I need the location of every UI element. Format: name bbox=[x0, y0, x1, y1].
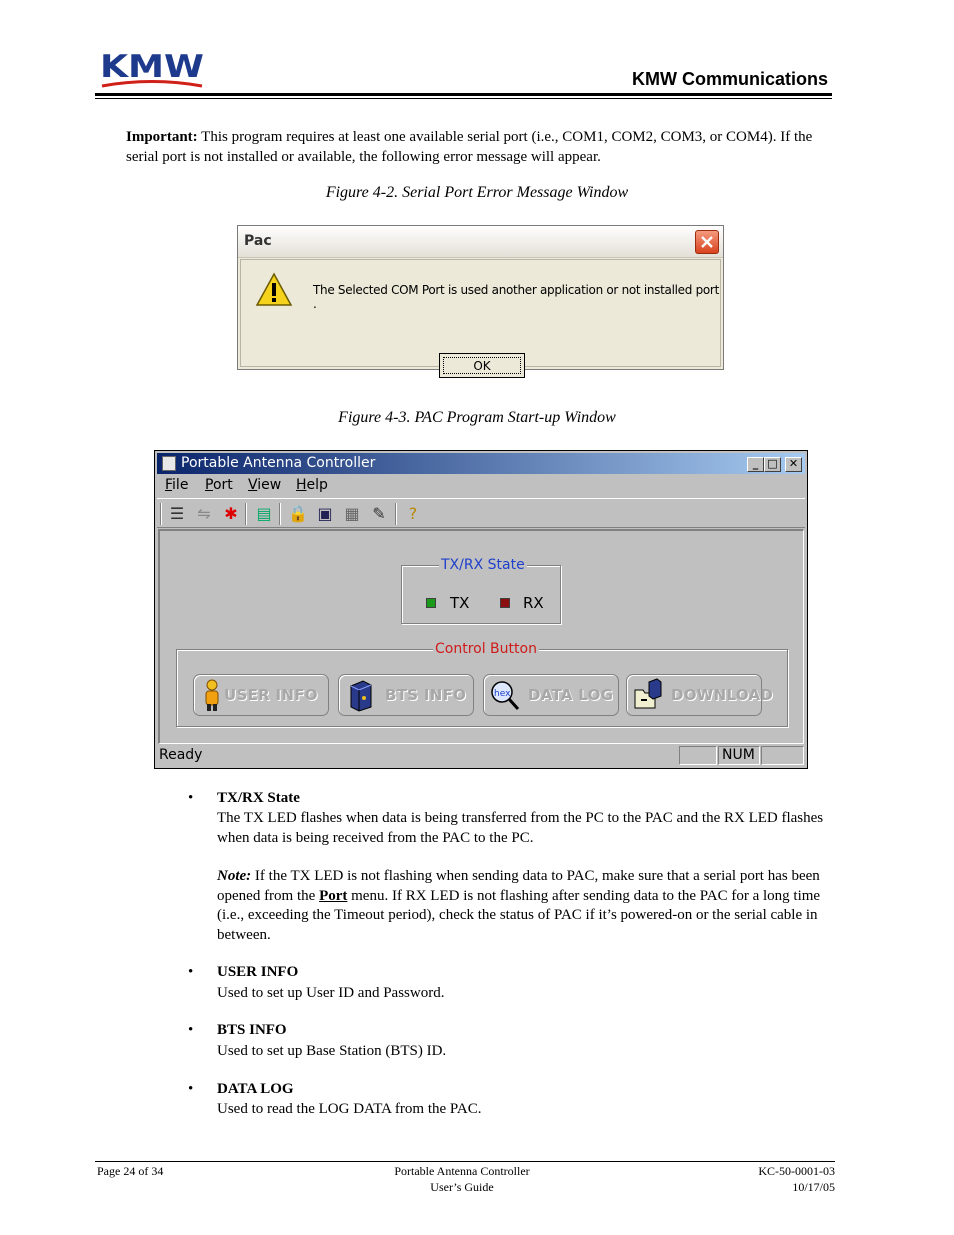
footer-title bbox=[362, 1163, 562, 1195]
txrx-group-label: TX/RX State bbox=[441, 557, 525, 573]
bullet-marker: • bbox=[188, 1022, 194, 1038]
note-paragraph bbox=[217, 867, 837, 945]
warning-icon bbox=[255, 272, 293, 308]
control-button-group bbox=[176, 641, 788, 727]
important-label: Important: bbox=[126, 129, 198, 145]
toolbar-log-icon[interactable]: ▦ bbox=[344, 504, 360, 523]
status-bar bbox=[157, 745, 805, 767]
error-dialog bbox=[237, 225, 724, 373]
footer-title-line1: Portable Antenna Controller bbox=[394, 1164, 530, 1178]
client-area bbox=[158, 529, 804, 744]
control-group-label: Control Button bbox=[435, 641, 537, 657]
figure-4-3-caption: Figure 4-3. PAC Program Start-up Window bbox=[338, 409, 616, 426]
pac-window bbox=[154, 450, 808, 769]
rx-label: RX bbox=[523, 594, 544, 612]
user-info-description: Used to set up User ID and Password. bbox=[217, 985, 445, 1001]
header-rule-thin bbox=[95, 98, 832, 99]
dialog-title: Pac bbox=[244, 233, 272, 249]
data-log-label: DATA LOG bbox=[528, 686, 614, 704]
dialog-titlebar bbox=[238, 226, 723, 258]
txrx-state-group bbox=[401, 557, 561, 624]
status-text: Ready bbox=[159, 747, 203, 763]
toolbar-separator bbox=[245, 503, 247, 525]
txrx-description: The TX LED flashes when data is being transferred from the PC to the PAC and the RX LED flashes when data is being received from the PAC to the PC. bbox=[217, 810, 824, 846]
important-paragraph bbox=[126, 127, 826, 167]
menu-help[interactable]: Help bbox=[296, 477, 328, 493]
footer-rule bbox=[95, 1161, 835, 1162]
bts-info-heading: BTS INFO bbox=[217, 1022, 287, 1038]
download-icon bbox=[633, 678, 663, 712]
txrx-heading: TX/RX State bbox=[217, 790, 300, 806]
maximize-button[interactable]: □ bbox=[764, 457, 781, 472]
window-titlebar bbox=[157, 453, 805, 474]
download-label: DOWNLOAD bbox=[671, 686, 774, 704]
toolbar-download-icon[interactable]: ✎ bbox=[372, 504, 386, 523]
bullet-marker: • bbox=[188, 964, 194, 980]
data-log-button[interactable] bbox=[483, 674, 619, 716]
tx-label: TX bbox=[450, 594, 470, 612]
important-text: This program requires at least one available serial port (i.e., COM1, COM2, COM3, or COM4). If the serial port is not installed or available, the following error message will appear. bbox=[126, 129, 813, 165]
footer-page: Page 24 of 34 bbox=[97, 1164, 164, 1178]
toolbar-disconnect-icon[interactable]: ✱ bbox=[224, 504, 238, 523]
window-title: Portable Antenna Controller bbox=[181, 455, 376, 471]
status-panel-empty bbox=[679, 746, 717, 765]
toolbar-separator bbox=[160, 503, 162, 525]
dialog-message: The Selected COM Port is used another application or not installed port . bbox=[313, 283, 719, 311]
menu-view[interactable]: View bbox=[248, 477, 282, 493]
header-rule bbox=[95, 93, 832, 96]
note-text-1: If the TX LED is not flashing when sending data to PAC, make sure that a serial port has been opened from the bbox=[217, 868, 820, 904]
user-info-label: USER INFO bbox=[224, 686, 318, 704]
status-panel-num: NUM bbox=[718, 746, 760, 765]
footer-title-line2: User’s Guide bbox=[430, 1180, 494, 1194]
footer-doc-info bbox=[758, 1163, 835, 1195]
tx-led bbox=[426, 598, 436, 608]
user-info-button[interactable] bbox=[193, 674, 329, 716]
magnifier-hex-icon bbox=[490, 678, 520, 712]
figure-4-2-caption: Figure 4-2. Serial Port Error Message Window bbox=[325, 184, 629, 201]
kmw-logo bbox=[98, 46, 206, 90]
menu-file[interactable]: File bbox=[165, 477, 189, 493]
toolbar-list-icon[interactable]: ☰ bbox=[169, 504, 185, 523]
note-label: Note: bbox=[217, 868, 252, 884]
logo-text: KMW bbox=[100, 49, 204, 85]
minimize-button[interactable]: _ bbox=[747, 457, 764, 472]
user-info-heading: USER INFO bbox=[217, 964, 299, 980]
toolbar-help-icon[interactable]: ? bbox=[408, 504, 418, 523]
toolbar-document-icon[interactable]: ▤ bbox=[256, 504, 272, 523]
note-text-2: menu. If RX LED is not flashing after sending data to the PAC for a long time (i.e., exceeding the Timeout period), check the status of PAC if it’s powered-on or the serial cable in between. bbox=[217, 887, 821, 943]
footer-doc-number: KC-50-0001-03 bbox=[758, 1164, 835, 1178]
bts-icon bbox=[345, 678, 375, 712]
bts-info-button[interactable] bbox=[338, 674, 474, 716]
company-name: KMW Communications bbox=[632, 69, 828, 89]
data-log-heading: DATA LOG bbox=[217, 1081, 294, 1097]
bts-info-label: BTS INFO bbox=[385, 686, 467, 704]
toolbar-connect-icon[interactable]: ⇋ bbox=[197, 504, 211, 523]
menu-port[interactable]: Port bbox=[205, 477, 233, 493]
app-icon bbox=[162, 456, 176, 471]
bts-info-description: Used to set up Base Station (BTS) ID. bbox=[217, 1043, 447, 1059]
status-panel-scroll bbox=[761, 746, 804, 765]
rx-led bbox=[500, 598, 510, 608]
bullet-marker: • bbox=[188, 1081, 194, 1097]
hex-icon-text: hex bbox=[494, 689, 511, 699]
footer-date: 10/17/05 bbox=[792, 1180, 835, 1194]
dialog-close-button[interactable] bbox=[695, 230, 719, 254]
menubar bbox=[157, 475, 805, 497]
toolbar-bts-icon[interactable]: ▣ bbox=[317, 504, 333, 523]
toolbar-user-icon[interactable]: 🔒 bbox=[288, 504, 308, 523]
toolbar-separator bbox=[395, 503, 397, 525]
toolbar bbox=[157, 498, 805, 528]
dialog-body bbox=[240, 259, 721, 373]
ok-button-label: OK bbox=[443, 357, 521, 374]
data-log-description: Used to read the LOG DATA from the PAC. bbox=[217, 1101, 482, 1117]
toolbar-separator bbox=[279, 503, 281, 525]
download-button[interactable] bbox=[626, 674, 774, 716]
ok-button[interactable] bbox=[439, 353, 525, 378]
close-button[interactable]: ✕ bbox=[785, 457, 802, 472]
note-port-menu: Port bbox=[319, 887, 348, 904]
close-icon bbox=[696, 231, 718, 253]
bullet-marker: • bbox=[188, 790, 194, 806]
